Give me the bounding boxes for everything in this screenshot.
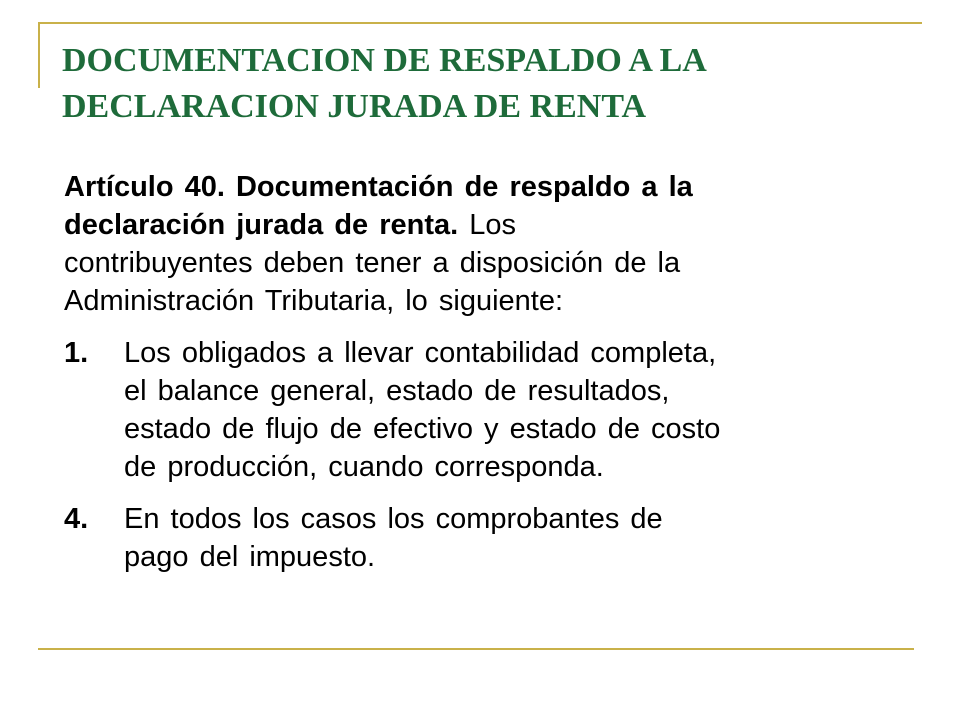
list-item-4 bbox=[64, 500, 904, 576]
article-heading-line-2 bbox=[64, 206, 904, 244]
list-item-line: En todos los casos los comprobantes de bbox=[124, 503, 663, 535]
list-item-text bbox=[124, 334, 904, 486]
top-rule bbox=[38, 22, 922, 24]
list-item-line: Los obligados a llevar contabilidad completa, bbox=[124, 337, 717, 369]
list-item-line: de producción, cuando corresponda. bbox=[124, 451, 604, 483]
list-item-line: el balance general, estado de resultados, bbox=[124, 375, 670, 407]
left-rule bbox=[38, 22, 40, 88]
article-intro bbox=[64, 168, 904, 320]
slide-body bbox=[64, 168, 904, 590]
title-line-2: DECLARACION JURADA DE RENTA bbox=[62, 88, 647, 125]
article-text-line-1: contribuyentes deben tener a disposición de la bbox=[64, 247, 681, 279]
list-item-number: 1. bbox=[64, 337, 89, 369]
list-item-1 bbox=[64, 334, 904, 486]
bottom-rule bbox=[38, 648, 914, 650]
article-heading-line-2-normal: Los bbox=[458, 209, 517, 241]
list-item-text bbox=[124, 500, 904, 576]
list-item-number: 4. bbox=[64, 503, 89, 535]
article-text-line-2: Administración Tributaria, lo siguiente: bbox=[64, 285, 564, 317]
title-line-1: DOCUMENTACION DE RESPALDO A LA bbox=[62, 42, 707, 79]
list-item-line: pago del impuesto. bbox=[124, 541, 376, 573]
article-heading-line-2-bold: declaración jurada de renta. bbox=[64, 209, 459, 241]
slide-title bbox=[62, 38, 922, 130]
list-item-line: estado de flujo de efectivo y estado de costo bbox=[124, 413, 721, 445]
article-heading-line-1: Artículo 40. Documentación de respaldo a la bbox=[64, 171, 693, 203]
